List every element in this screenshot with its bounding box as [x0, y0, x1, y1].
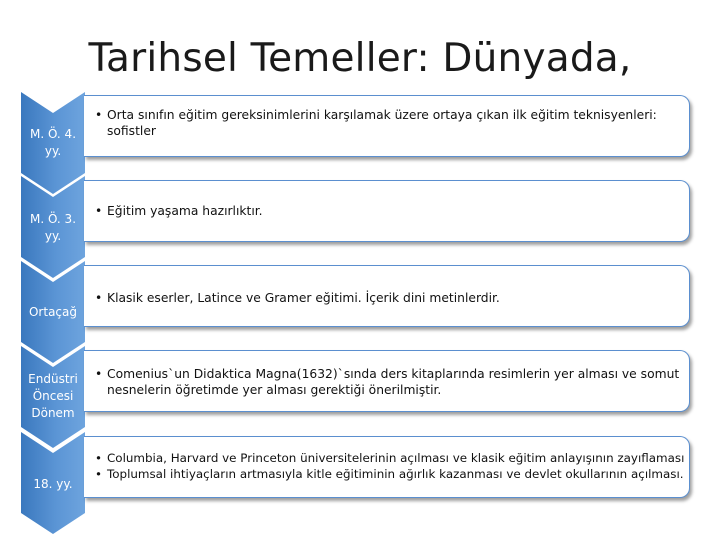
phase-label-3: Ortaçağ	[28, 305, 77, 319]
content-box-4	[84, 350, 690, 412]
bullet-item	[94, 203, 681, 219]
phase-label-4: Endüstri Öncesi Dönem	[28, 372, 78, 420]
content-box-1	[84, 95, 690, 157]
bullet-item	[94, 366, 681, 398]
bullet-dot-icon: •	[95, 291, 103, 305]
bullet-dot-icon: •	[95, 467, 103, 481]
bullet-item	[94, 466, 685, 482]
bullet-dot-icon: •	[95, 367, 103, 381]
bullet-text: Klasik eserler, Latince ve Gramer eğitimi. İçerik dini metinlerdir.	[107, 291, 500, 305]
content-box-3	[84, 265, 690, 327]
slide-title: Tarihsel Temeller: Dünyada,	[88, 36, 632, 81]
bullet-text: Columbia, Harvard ve Princeton üniversitelerinin açılması ve klasik eğitim anlayışının zayıflaması	[107, 451, 685, 465]
content-box-2	[84, 180, 690, 242]
bullet-item	[94, 107, 681, 139]
bullet-text: Comenius`un Didaktica Magna(1632)`sında ders kitaplarında resimlerin yer alması ve somut nesnelerin öğretimde yer alması gerektiği önerilmiştir.	[107, 367, 680, 397]
bullet-item	[94, 450, 685, 466]
content-box-5	[84, 436, 690, 498]
phase-label-1: M. Ö. 4. yy.	[29, 127, 77, 158]
bullet-dot-icon: •	[95, 204, 103, 218]
bullet-text: Orta sınıfın eğitim gereksinimlerini karşılamak üzere ortaya çıkan ilk eğitim teknisyenleri: sofistler	[107, 108, 657, 138]
phase-label-5: 18. yy.	[33, 477, 73, 491]
phase-label-2: M. Ö. 3. yy.	[29, 212, 77, 243]
bullet-dot-icon: •	[95, 451, 103, 465]
bullet-dot-icon: •	[95, 108, 103, 122]
bullet-text: Toplumsal ihtiyaçların artmasıyla kitle eğitiminin ağırlık kazanması ve devlet okullarının açılması.	[107, 467, 684, 481]
bullet-item	[94, 290, 681, 306]
bullet-text: Eğitim yaşama hazırlıktır.	[107, 204, 263, 218]
